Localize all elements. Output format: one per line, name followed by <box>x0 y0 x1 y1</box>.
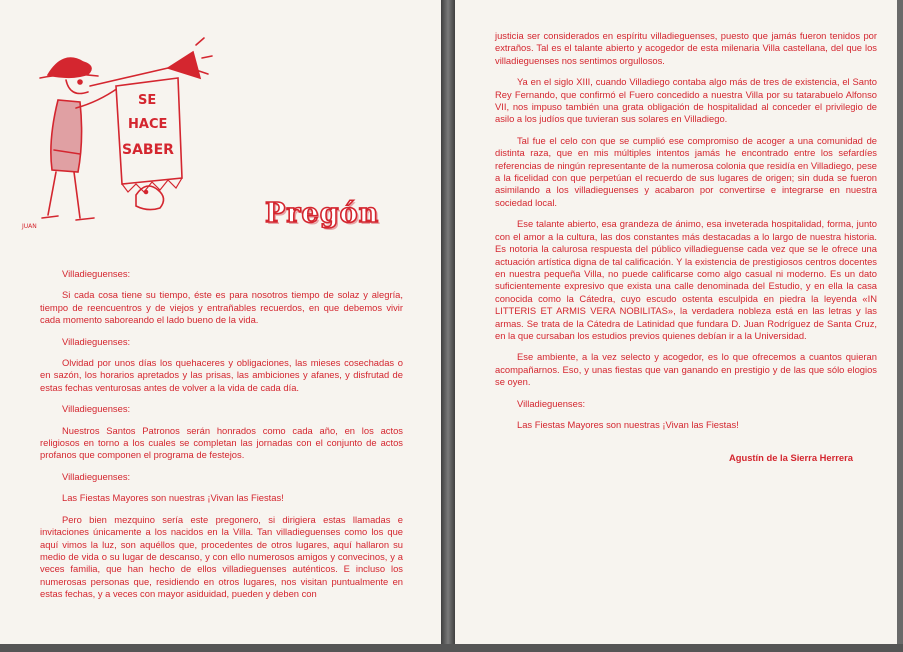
herald-illustration <box>18 30 218 230</box>
paragraph: Villadieguenses: <box>62 470 131 482</box>
paragraph: Las Fiestas Mayores son nuestras ¡Vivan las Fiestas! <box>517 418 739 430</box>
signature: Agustín de la Sierra Herrera <box>728 452 853 463</box>
banner-line-3: SABER <box>122 142 174 158</box>
paragraph: Pero bien mezquino sería este pregonero, si dirigiera estas llamadas e invitaciones únicamente a los nacidos en la Villa. Tan villadieguenses como los que aquí vimos la luz, son aquéllos que, procedentes de otros lugares, aquí hallaron su medio de vida o su lugar de descanso, y con ello numerosos amigos y convecinos, y a veces familia, que han hecho de ellos villadieguenses auténticos. E incluso los numerosas personas que, residiendo en otros lugares, nos visitan puntualmente en estas fechas, y a veces con mayor asiduidad, pueden y deben con <box>40 513 403 600</box>
paragraph: Villadieguenses: <box>62 403 131 415</box>
paragraph: Villadieguenses: <box>62 335 131 347</box>
page-shadow <box>0 644 903 652</box>
right-page <box>455 0 897 644</box>
paragraph: Tal fue el celo con que se cumplió ese compromiso de acoger a una comunidad de distinta raza, que en mis múltiples intentos jamás he encontrado entre los sefardíes referencias de ningún representante de la numerosa colonia que residía en Villadiego, pese a la ficelidad con que perpetúan el recuerdo de sus lugares de origen; sin duda se fueron asimilando a los villadieguenses y acabaron por convertirse e integrarse en nuestra sociedad local. <box>495 134 877 208</box>
paragraph: Olvidad por unos días los quehaceres y obligaciones, las mieses cosechadas o en sazón, los horarios apretados y las prisas, las ambiciones y afanes, y disfrutad de estas fechas venturosas antes de volver a la vida de cada día. <box>40 357 403 393</box>
left-column-text <box>40 268 403 601</box>
paragraph: Villadieguenses: <box>517 397 586 409</box>
paragraph: Villadieguenses: <box>62 268 131 279</box>
paragraph: Las Fiestas Mayores son nuestras ¡Vivan las Fiestas! <box>62 492 284 504</box>
right-column-text <box>495 30 877 431</box>
book-spine <box>441 0 455 652</box>
page-title: Pregón <box>265 198 380 229</box>
paragraph: Si cada cosa tiene su tiempo, éste es para nosotros tiempo de solaz y alegría, tiempo de reencuentros y de viejos y entrañables recuerdos, en que debemos vivir cada momento saboreando el lado bueno de la vida. <box>40 289 403 326</box>
paragraph: Ese talante abierto, esa grandeza de ánimo, esa inveterada hospitalidad, forma, junto con el amor a la cultura, las dos constantes más destacadas a lo largo de nuestra historia. Es notoria la calurosa respuesta del público villadieguense cada vez que se le ofrece una actuación artística digna de tal calificación. Y la existencia de prestigiosos centros docentes en nuestra pequeña Villa, no puede calificarse como algo casual ni moderno. Es un dato suficientemente expresivo que exista una calle denominada del Estudio, y en ella la casa conocida como la Cátedra, cuyo escudo ostenta esculpida en piedra la leyenda «IN LITTERIS ET ARMIS VERA NOBILITAS», la verdadera nobleza está en las letras y las armas. Se trata de la Cátedra de Latinidad que fundara D. Juan Rodríguez de Santa Cruz, en la que cursaban los estudios previos quienes debían ir a la Universidad. <box>495 218 877 341</box>
paragraph: Ya en el siglo XIII, cuando Villadiego contaba algo más de tres de existencia, el Santo Rey Fernando, que confirmó el Fuero concedido a nuestra Villa por su tatarabuelo Alfonso VII, nos impuso también una grata obligación de hospitalidad al conceder el privilegio de asilo a los judíos que tuvieran sus solares en Villadiego. <box>495 76 877 125</box>
artist-mark: JUAN <box>22 223 37 230</box>
paragraph: Nuestros Santos Patronos serán honrados como cada año, en los actos religiosos en torno a los cuales se completan las jornadas con el conjunto de actos profanos que componen el programa de festejos. <box>40 424 403 461</box>
banner-line-2: HACE <box>128 117 168 132</box>
paragraph: justicia ser considerados en espíritu villadieguenses, puesto que jamás fueron tenidos por extraños. Tal es el talante abierto y acogedor de esta milenaria Villa castellana, del que los villadieguenses nos sentimos orgullosos. <box>495 30 877 66</box>
banner-line-1: SE <box>138 93 157 108</box>
left-page <box>0 0 441 644</box>
paragraph: Ese ambiente, a la vez selecto y acogedor, es lo que ofrecemos a cuantos quieran acompañarnos. Eso, y unas fiestas que van ganando en prestigio y de las que sólo elogios se oyen. <box>495 351 877 388</box>
